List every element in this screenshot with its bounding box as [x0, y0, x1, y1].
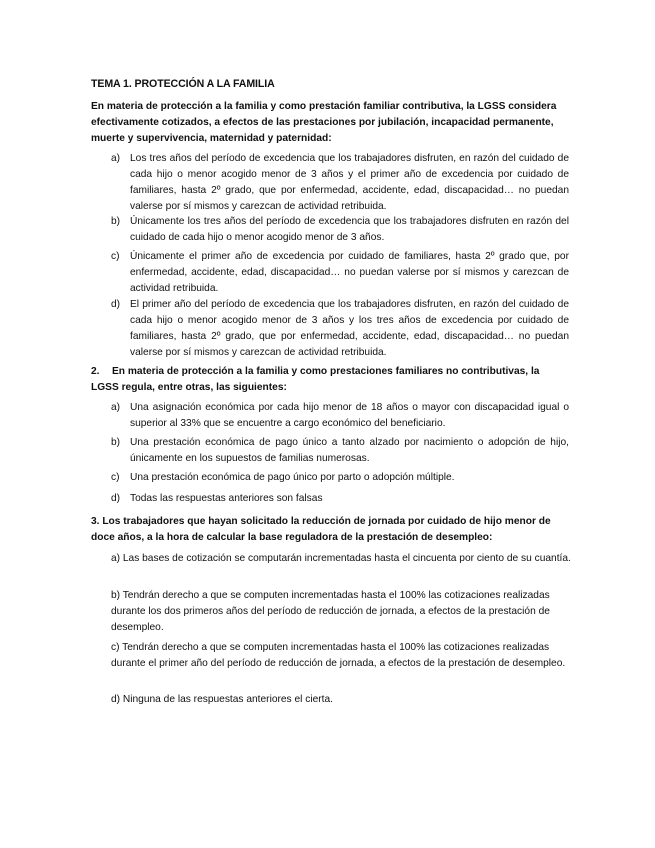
option-letter: b) — [111, 437, 121, 448]
question-number: 2. — [91, 366, 100, 377]
option-text: Una asignación económica por cada hijo menor de 18 años o mayor con discapacidad igual o superior al 33% que se encuentre a cargo económico del beneficiario. — [130, 402, 569, 429]
question-1-option-d — [111, 297, 569, 361]
question-3-option-a: a) Las bases de cotización se computarán incrementadas hasta el cincuenta por ciento de su cuantía. — [111, 553, 571, 564]
question-1-option-a — [111, 151, 569, 215]
option-letter: c) — [111, 472, 120, 483]
question-3-stem: 3. Los trabajadores que hayan solicitado la reducción de jornada por cuidado de hijo menor de doce años, a la hora de calcular la base reguladora de la prestación de desempleo: — [91, 516, 551, 543]
option-text: Una prestación económica de pago único a tanto alzado por nacimiento o adopción de hijo, únicamente en los supuestos de familias numerosas. — [130, 437, 569, 464]
option-text: Todas las respuestas anteriores son falsas — [130, 493, 323, 504]
question-3-option-b: b) Tendrán derecho a que se computen incrementadas hasta el 100% las cotizaciones realizadas durante los dos primeros años del período de reducción de jornada, a efectos de la prestación de desempleo. — [111, 590, 550, 633]
option-letter: d) — [111, 493, 121, 504]
question-text: En materia de protección a la familia y como prestaciones familiares no contributivas, la LGSS regula, entre otras, las siguientes: — [91, 366, 540, 393]
option-text: El primer año del período de excedencia que los trabajadores disfruten, en razón del cuidado de cada hijo o menor acogido menor de 3 años y los tres años de excedencia por cuidado de familiares, hasta 2º grado, que por enfermedad, accidente, edad, discapacidad… no puedan valerse por sí mismos y carezcan de actividad retribuida. — [130, 299, 569, 358]
question-2-option-d — [111, 491, 569, 507]
question-3-option-d: d) Ninguna de las respuestas anteriores el cierta. — [111, 694, 333, 705]
option-letter: d) — [111, 299, 121, 310]
option-letter: a) — [111, 402, 121, 413]
option-letter: a) — [111, 153, 121, 164]
question-2-option-c — [111, 470, 569, 486]
option-letter: b) — [111, 216, 121, 227]
question-1-option-b — [111, 214, 569, 246]
question-1-stem: En materia de protección a la familia y como prestación familiar contributiva, la LGSS considera efectivamente cotizados, a efectos de las prestaciones por jubilación, incapacidad permanente, muerte y supervivencia, maternidad y paternidad: — [91, 101, 557, 144]
option-text: Los tres años del período de excedencia que los trabajadores disfruten, en razón del cuidado de cada hijo o menor acogido menor de 3 años y el primer año de excedencia por cuidado de familiares, hasta 2º grado, que por enfermedad, accidente, edad, discapacidad… no puedan valerse por sí mismos y carezcan de actividad retribuida. — [130, 153, 569, 212]
question-2-option-a — [111, 400, 569, 432]
question-2-option-b — [111, 435, 569, 467]
question-1-option-c — [111, 249, 569, 297]
option-text: Únicamente los tres años del período de excedencia que los trabajadores disfruten en razón del cuidado de cada hijo o menor acogido menor de 3 años. — [130, 216, 569, 243]
page-title: TEMA 1. PROTECCIÓN A LA FAMILIA — [91, 78, 275, 90]
option-letter: c) — [111, 251, 120, 262]
option-text: Una prestación económica de pago único por parto o adopción múltiple. — [130, 472, 455, 483]
question-3-option-c: c) Tendrán derecho a que se computen incrementadas hasta el 100% las cotizaciones realizadas durante el primer año del período de reducción de jornada, a efectos de la prestación de desempleo. — [111, 642, 566, 669]
question-2-stem — [91, 364, 569, 396]
option-text: Únicamente el primer año de excedencia por cuidado de familiares, hasta 2º grado que, por enfermedad, accidente, edad, discapacidad… no puedan valerse por sí mismos y carezcan de actividad retribuida. — [130, 251, 569, 294]
